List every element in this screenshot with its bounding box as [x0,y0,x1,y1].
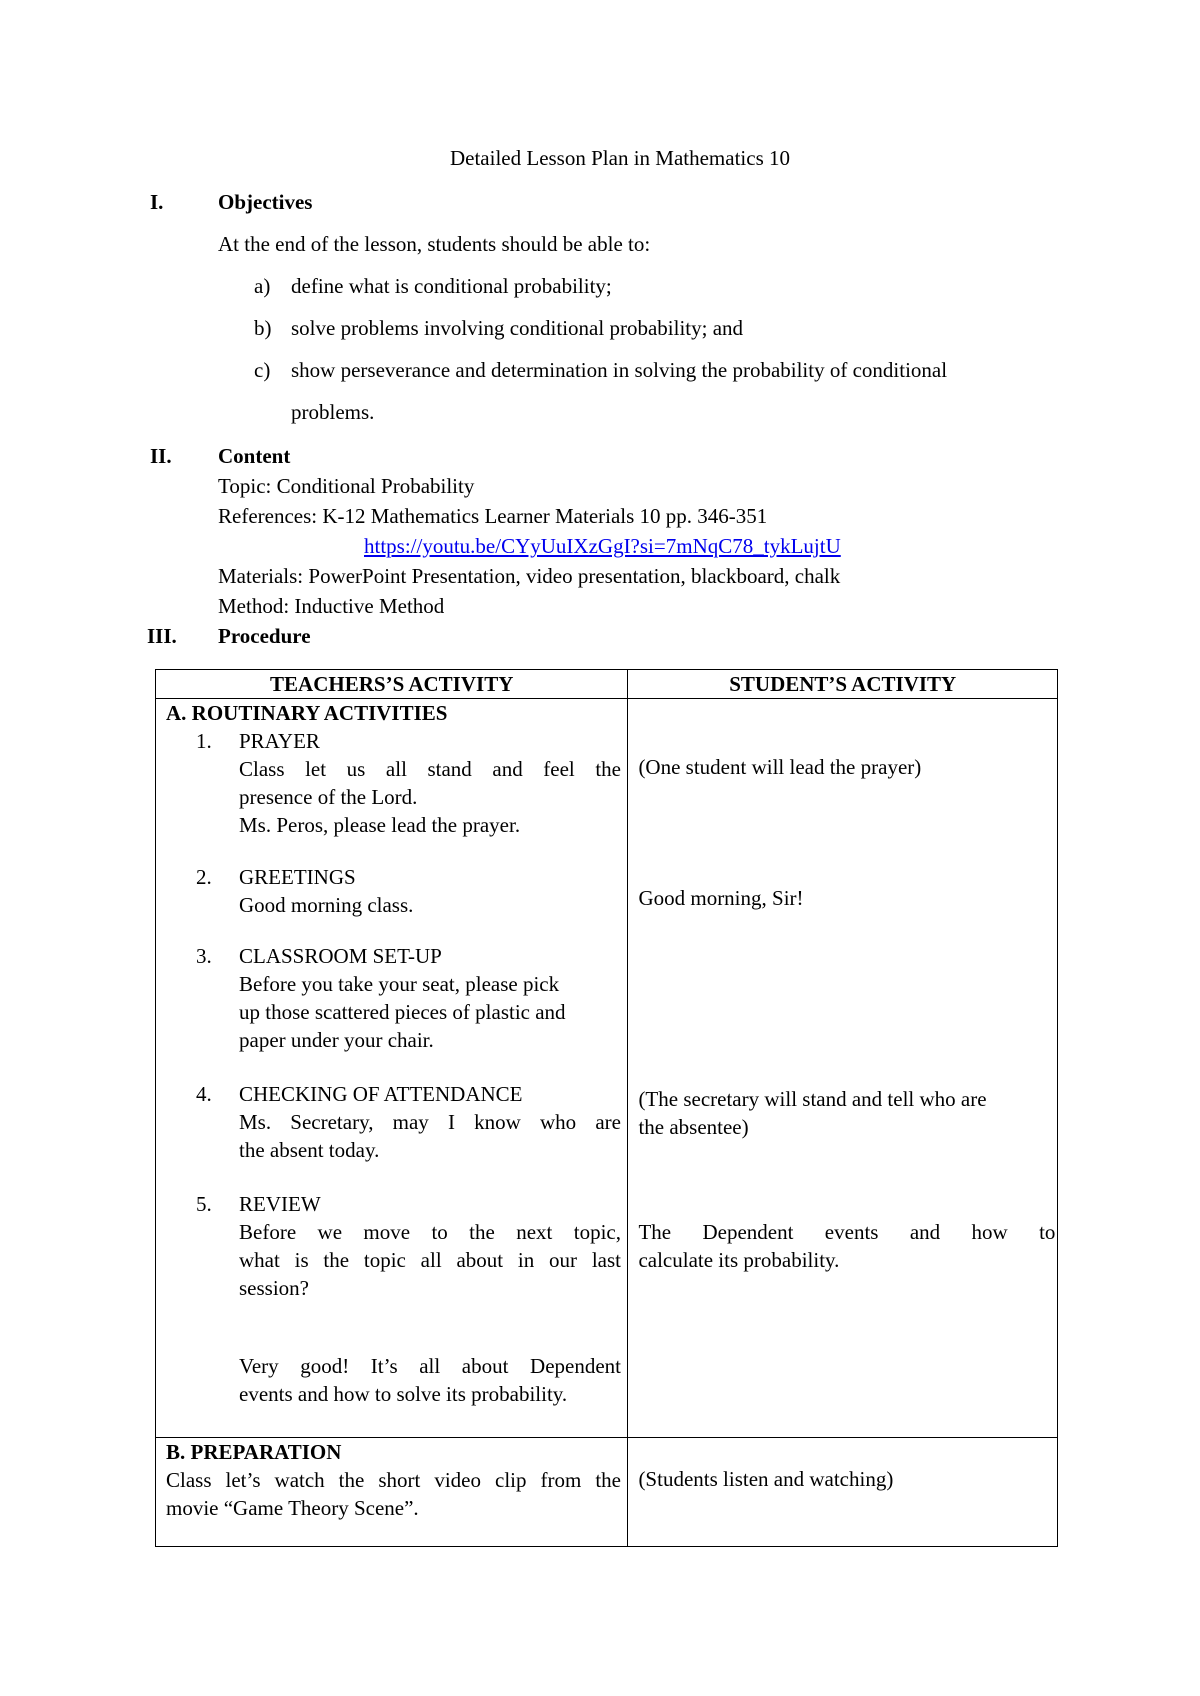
section-heading-objectives: Objectives [218,190,313,214]
section-numeral-objectives: I. [150,190,164,214]
objective-letter: c) [254,358,271,382]
student-response-preparation: (Students listen and watching) [638,1467,894,1491]
table-row [156,1438,1058,1547]
item-number: 4. [196,1082,212,1106]
review-question: Before we move to the next topic, what is the topic all about in our last session? [239,1220,621,1300]
item-number: 3. [196,944,212,968]
teacher-cell-preparation [156,1438,628,1547]
objectives-intro: At the end of the lesson, students should be able to: [218,232,651,256]
reference-link[interactable]: https://youtu.be/CYyUuIXzGgI?si=7mNqC78_tykLujtU [364,534,841,558]
section-numeral-content: II. [150,444,172,468]
student-response-attendance: (The secretary will stand and tell who are the absentee) [638,1087,987,1139]
content-method: Method: Inductive Method [218,594,445,618]
preparation-text: Class let’s watch the short video clip from the movie “Game Theory Scene”. [166,1468,621,1520]
student-cell-routinary [628,699,1058,1438]
item-number: 2. [196,865,212,889]
objective-letter: a) [254,274,271,298]
item-number: 1. [196,729,212,753]
item-title: CLASSROOM SET-UP [239,944,442,968]
objective-text: solve problems involving conditional probability; and [291,316,744,340]
review-feedback: Very good! It’s all about Dependent events and how to solve its probability. [239,1354,621,1406]
attendance-text: Ms. Secretary, may I know who are the absent today. [239,1110,621,1162]
objective-text: define what is conditional probability; [291,274,612,298]
item-title: CHECKING OF ATTENDANCE [239,1082,523,1106]
table-row [156,699,1058,1438]
item-title: REVIEW [239,1192,321,1216]
section-heading-content: Content [218,444,291,468]
teacher-cell-routinary [156,699,628,1438]
table-header-row [156,670,1058,699]
student-response-greetings: Good morning, Sir! [638,886,804,910]
setup-text: Before you take your seat, please pick up those scattered pieces of plastic and paper under your chair. [239,972,566,1052]
student-cell-preparation [628,1438,1058,1547]
item-title: PRAYER [239,729,320,753]
objective-text-continued: problems. [291,400,375,424]
header-teacher-activity: TEACHERS’S ACTIVITY [156,670,628,699]
content-materials: Materials: PowerPoint Presentation, video presentation, blackboard, chalk [218,564,841,588]
content-topic: Topic: Conditional Probability [218,474,475,498]
section-numeral-procedure: III. [147,624,177,648]
document-title: Detailed Lesson Plan in Mathematics 10 [449,146,790,170]
student-response-prayer: (One student will lead the prayer) [638,755,922,779]
student-response-review: The Dependent events and how to calculate its probability. [638,1220,1056,1272]
section-heading-procedure: Procedure [218,624,311,648]
item-number: 5. [196,1192,212,1216]
routinary-heading: A. ROUTINARY ACTIVITIES [166,701,448,725]
greetings-text: Good morning class. [239,893,414,917]
objective-text: show perseverance and determination in solving the probability of conditional [291,358,948,382]
prayer-text: Class let us all stand and feel the presence of the Lord. Ms. Peros, please lead the prayer. [239,757,621,837]
header-student-activity: STUDENT’S ACTIVITY [628,670,1058,699]
preparation-heading: B. PREPARATION [166,1440,342,1464]
content-references: References: K-12 Mathematics Learner Materials 10 pp. 346-351 [218,504,768,528]
objective-letter: b) [254,316,272,340]
item-title: GREETINGS [239,865,356,889]
procedure-table [155,669,1058,1547]
